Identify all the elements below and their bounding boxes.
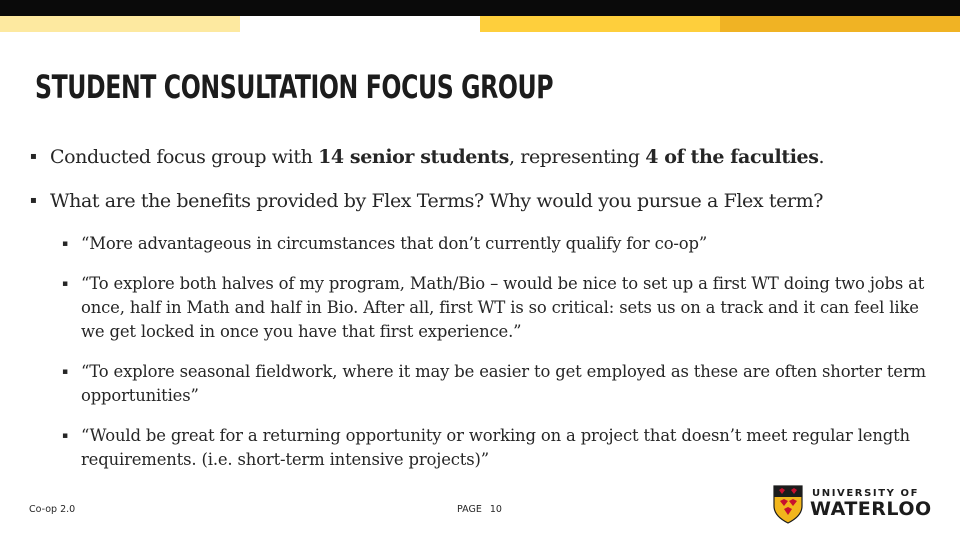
bullet-mark: ▪: [62, 239, 69, 249]
quote-text: “Would be great for a returning opportunity or working on a project that doesn’t meet regular length requirements. (i.e. short-term intensive projects)”: [81, 426, 910, 469]
dark-gold-stripe: [720, 16, 960, 32]
bullet-mark: ▪: [30, 195, 37, 206]
quote-item: [62, 424, 934, 472]
bullet-question: [30, 189, 950, 213]
logo-university-of: UNIVERSITY OF: [812, 488, 920, 499]
bullet-mark: ▪: [30, 151, 37, 162]
bullet-mark: ▪: [62, 431, 69, 441]
bullet-mark: ▪: [62, 279, 69, 289]
bullet-focus-group: [30, 145, 950, 169]
logo-waterloo: WATERLOO: [810, 498, 932, 520]
quote-text: “To explore seasonal fieldwork, where it may be easier to get employed as these are often shorter term opportunities”: [81, 362, 926, 405]
bullet-text: What are the benefits provided by Flex Terms? Why would you pursue a Flex term?: [50, 190, 824, 212]
white-stripe: [240, 16, 480, 32]
university-shield-icon: [772, 484, 804, 524]
quote-item: [62, 360, 934, 408]
light-gold-stripe: [0, 16, 240, 32]
page-number-value: 10: [489, 504, 502, 515]
top-black-band: [0, 0, 960, 16]
bullet-text: Conducted focus group with 14 senior students, representing 4 of the faculties.: [50, 146, 825, 168]
gold-stripe: [480, 16, 720, 32]
quote-text: “More advantageous in circumstances that don’t currently qualify for co-op”: [81, 234, 708, 253]
page-number: [457, 504, 510, 515]
footer-label: Co-op 2.0: [29, 504, 76, 515]
page-label: PAGE: [457, 504, 482, 515]
quote-item: [62, 232, 934, 256]
quote-text: “To explore both halves of my program, Math/Bio – would be nice to set up a first WT doing two jobs at once, half in Math and half in Bio. After all, first WT is so critical: sets us on a track and it can feel like we get locked in once you have that first experience.”: [81, 274, 925, 341]
bullet-mark: ▪: [62, 367, 69, 377]
slide-title: STUDENT CONSULTATION FOCUS GROUP: [35, 68, 554, 106]
quote-item: [62, 272, 934, 344]
top-color-bar: [0, 0, 960, 32]
university-logo: [772, 484, 932, 526]
